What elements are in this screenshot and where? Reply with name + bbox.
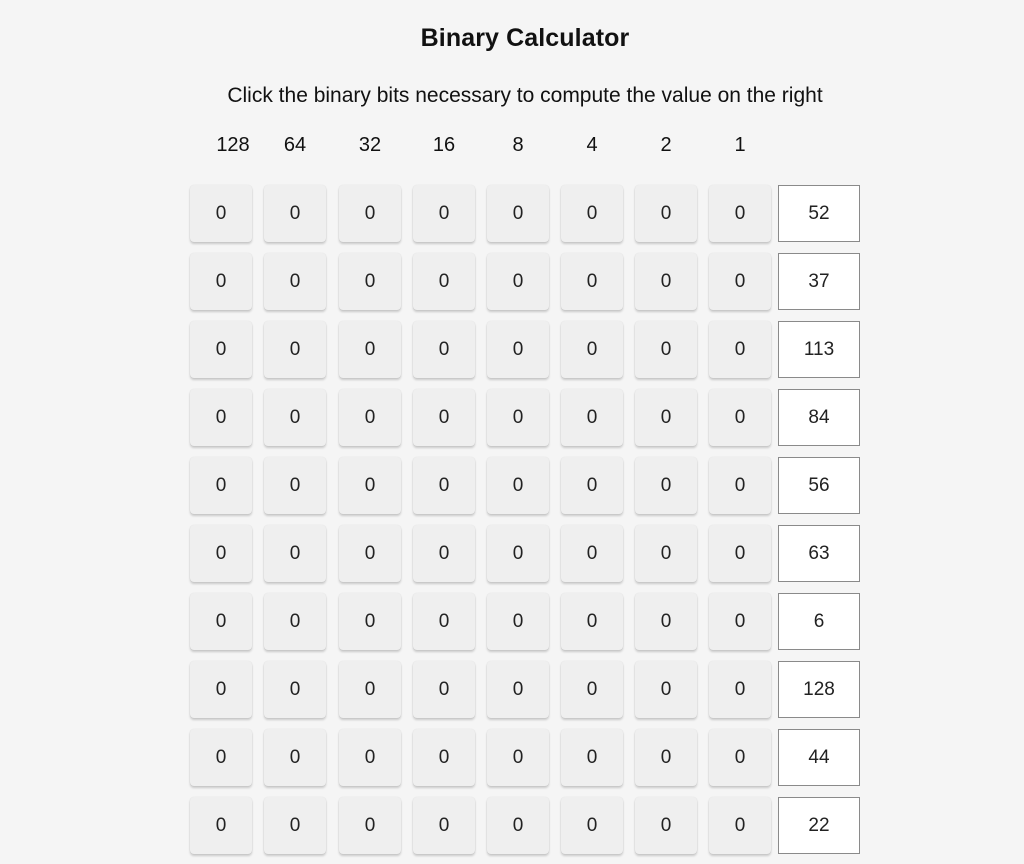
bit-button[interactable]: 0 (264, 593, 326, 650)
target-value: 56 (778, 457, 860, 514)
bit-button[interactable]: 0 (264, 525, 326, 582)
bit-button[interactable]: 0 (487, 525, 549, 582)
bit-button[interactable]: 0 (635, 321, 697, 378)
bit-button[interactable]: 0 (190, 797, 252, 854)
bit-button[interactable]: 0 (561, 593, 623, 650)
bit-button[interactable]: 0 (487, 661, 549, 718)
bit-button[interactable]: 0 (561, 185, 623, 242)
target-value: 44 (778, 729, 860, 786)
bit-button[interactable]: 0 (339, 593, 401, 650)
bit-button[interactable]: 0 (561, 253, 623, 310)
target-value: 52 (778, 185, 860, 242)
bit-button[interactable]: 0 (190, 729, 252, 786)
bit-button[interactable]: 0 (487, 457, 549, 514)
target-value: 63 (778, 525, 860, 582)
bit-button[interactable]: 0 (561, 729, 623, 786)
bit-header: 1 (734, 134, 746, 156)
bit-button[interactable]: 0 (339, 525, 401, 582)
bit-button[interactable]: 0 (413, 253, 475, 310)
target-value: 84 (778, 389, 860, 446)
bit-header: 16 (432, 134, 456, 156)
bit-button[interactable]: 0 (413, 729, 475, 786)
bit-button[interactable]: 0 (487, 593, 549, 650)
target-value: 6 (778, 593, 860, 650)
bit-button[interactable]: 0 (413, 525, 475, 582)
bit-button[interactable]: 0 (190, 525, 252, 582)
bit-button[interactable]: 0 (709, 797, 771, 854)
bit-button[interactable]: 0 (709, 593, 771, 650)
bit-button[interactable]: 0 (635, 729, 697, 786)
bit-header: 8 (512, 134, 524, 156)
bit-button[interactable]: 0 (190, 185, 252, 242)
bit-button[interactable]: 0 (339, 389, 401, 446)
bit-button[interactable]: 0 (264, 729, 326, 786)
bit-button[interactable]: 0 (264, 389, 326, 446)
bit-button[interactable]: 0 (339, 253, 401, 310)
bit-button[interactable]: 0 (339, 457, 401, 514)
bit-button[interactable]: 0 (190, 321, 252, 378)
bit-button[interactable]: 0 (487, 321, 549, 378)
bit-button[interactable]: 0 (487, 185, 549, 242)
bit-button[interactable]: 0 (561, 321, 623, 378)
bit-button[interactable]: 0 (264, 321, 326, 378)
target-value: 22 (778, 797, 860, 854)
target-value: 37 (778, 253, 860, 310)
bit-button[interactable]: 0 (635, 185, 697, 242)
bit-button[interactable]: 0 (561, 525, 623, 582)
bit-button[interactable]: 0 (190, 593, 252, 650)
bit-button[interactable]: 0 (709, 525, 771, 582)
bit-button[interactable]: 0 (709, 729, 771, 786)
bit-button[interactable]: 0 (190, 661, 252, 718)
bit-button[interactable]: 0 (709, 185, 771, 242)
bit-button[interactable]: 0 (561, 797, 623, 854)
bit-button[interactable]: 0 (635, 525, 697, 582)
bit-header: 2 (660, 134, 672, 156)
bit-button[interactable]: 0 (339, 185, 401, 242)
bit-header: 128 (216, 134, 250, 156)
bit-button[interactable]: 0 (635, 593, 697, 650)
bit-button[interactable]: 0 (264, 797, 326, 854)
bit-button[interactable]: 0 (635, 797, 697, 854)
bit-button[interactable]: 0 (413, 593, 475, 650)
bit-header: 32 (358, 134, 382, 156)
bit-button[interactable]: 0 (190, 253, 252, 310)
bit-button[interactable]: 0 (339, 797, 401, 854)
bit-button[interactable]: 0 (709, 321, 771, 378)
bit-button[interactable]: 0 (339, 321, 401, 378)
bit-button[interactable]: 0 (487, 253, 549, 310)
bit-button[interactable]: 0 (709, 457, 771, 514)
bit-button[interactable]: 0 (264, 661, 326, 718)
bit-button[interactable]: 0 (487, 389, 549, 446)
target-value: 113 (778, 321, 860, 378)
bit-button[interactable]: 0 (635, 661, 697, 718)
bit-button[interactable]: 0 (413, 389, 475, 446)
bit-header: 4 (586, 134, 598, 156)
target-value: 128 (778, 661, 860, 718)
bit-button[interactable]: 0 (709, 389, 771, 446)
bit-button[interactable]: 0 (264, 457, 326, 514)
bit-header: 64 (283, 134, 307, 156)
bit-button[interactable]: 0 (487, 729, 549, 786)
bit-button[interactable]: 0 (561, 457, 623, 514)
bit-button[interactable]: 0 (635, 457, 697, 514)
page-title: Binary Calculator (420, 24, 630, 52)
bit-button[interactable]: 0 (709, 253, 771, 310)
bit-button[interactable]: 0 (339, 661, 401, 718)
bit-button[interactable]: 0 (413, 661, 475, 718)
bit-button[interactable]: 0 (635, 253, 697, 310)
bit-button[interactable]: 0 (413, 457, 475, 514)
bit-button[interactable]: 0 (339, 729, 401, 786)
bit-button[interactable]: 0 (487, 797, 549, 854)
bit-button[interactable]: 0 (264, 185, 326, 242)
bit-button[interactable]: 0 (561, 661, 623, 718)
bit-button[interactable]: 0 (190, 389, 252, 446)
bit-button[interactable]: 0 (709, 661, 771, 718)
bit-button[interactable]: 0 (413, 321, 475, 378)
bit-button[interactable]: 0 (264, 253, 326, 310)
instructions-text: Click the binary bits necessary to compute the value on the right (227, 84, 823, 107)
bit-button[interactable]: 0 (561, 389, 623, 446)
bit-button[interactable]: 0 (190, 457, 252, 514)
bit-button[interactable]: 0 (413, 797, 475, 854)
bit-button[interactable]: 0 (635, 389, 697, 446)
bit-button[interactable]: 0 (413, 185, 475, 242)
